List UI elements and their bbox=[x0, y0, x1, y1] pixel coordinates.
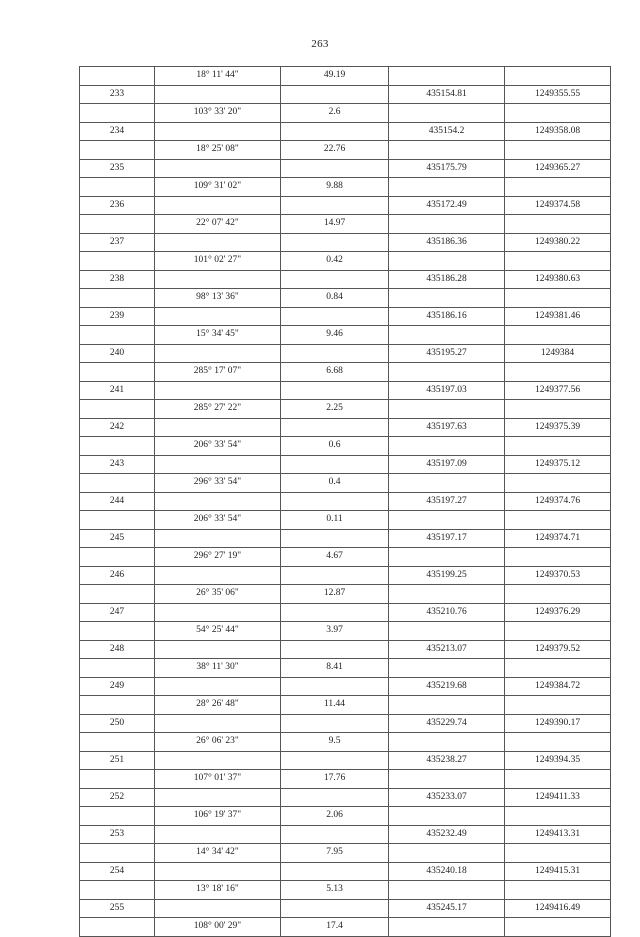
point-number-cell bbox=[80, 696, 155, 715]
station-row bbox=[80, 566, 611, 585]
station-row bbox=[80, 85, 611, 104]
x-coordinate-cell: 435186.36 bbox=[389, 233, 505, 252]
station-row bbox=[80, 603, 611, 622]
point-number-cell bbox=[80, 511, 155, 530]
distance-cell: 4.67 bbox=[281, 548, 389, 567]
bearing-angle-cell: 101° 02' 27" bbox=[155, 252, 281, 271]
bearing-angle-cell: 26° 06' 23" bbox=[155, 733, 281, 752]
bearing-angle-cell bbox=[155, 603, 281, 622]
point-number-cell: 235 bbox=[80, 159, 155, 178]
point-number-cell: 233 bbox=[80, 85, 155, 104]
distance-cell bbox=[281, 492, 389, 511]
x-coordinate-cell: 435186.16 bbox=[389, 307, 505, 326]
point-number-cell: 254 bbox=[80, 862, 155, 881]
segment-row bbox=[80, 141, 611, 160]
y-coordinate-cell: 1249415.31 bbox=[505, 862, 611, 881]
bearing-angle-cell: 109° 31' 02" bbox=[155, 178, 281, 197]
x-coordinate-cell: 435213.07 bbox=[389, 640, 505, 659]
point-number-cell bbox=[80, 733, 155, 752]
y-coordinate-cell: 1249370.53 bbox=[505, 566, 611, 585]
point-number-cell: 252 bbox=[80, 788, 155, 807]
bearing-angle-cell: 15° 34' 45" bbox=[155, 326, 281, 345]
bearing-angle-cell bbox=[155, 381, 281, 400]
point-number-cell: 243 bbox=[80, 455, 155, 474]
y-coordinate-cell: 1249416.49 bbox=[505, 899, 611, 918]
distance-cell bbox=[281, 566, 389, 585]
bearing-angle-cell: 206° 33' 54" bbox=[155, 511, 281, 530]
y-coordinate-cell bbox=[505, 881, 611, 900]
point-number-cell bbox=[80, 252, 155, 271]
point-number-cell bbox=[80, 289, 155, 308]
station-row bbox=[80, 492, 611, 511]
coordinate-table-body bbox=[80, 67, 611, 937]
segment-row bbox=[80, 511, 611, 530]
y-coordinate-cell: 1249374.58 bbox=[505, 196, 611, 215]
bearing-angle-cell: 28° 26' 48" bbox=[155, 696, 281, 715]
bearing-angle-cell: 22° 07' 42" bbox=[155, 215, 281, 234]
distance-cell bbox=[281, 196, 389, 215]
point-number-cell bbox=[80, 548, 155, 567]
distance-cell bbox=[281, 270, 389, 289]
x-coordinate-cell: 435232.49 bbox=[389, 825, 505, 844]
x-coordinate-cell: 435197.17 bbox=[389, 529, 505, 548]
point-number-cell: 239 bbox=[80, 307, 155, 326]
distance-cell: 8.41 bbox=[281, 659, 389, 678]
x-coordinate-cell: 435238.27 bbox=[389, 751, 505, 770]
y-coordinate-cell bbox=[505, 215, 611, 234]
x-coordinate-cell: 435154.2 bbox=[389, 122, 505, 141]
bearing-angle-cell bbox=[155, 233, 281, 252]
bearing-angle-cell bbox=[155, 529, 281, 548]
bearing-angle-cell: 108° 00' 29" bbox=[155, 918, 281, 937]
distance-cell: 22.76 bbox=[281, 141, 389, 160]
y-coordinate-cell: 1249374.76 bbox=[505, 492, 611, 511]
bearing-angle-cell: 106° 19' 37" bbox=[155, 807, 281, 826]
bearing-angle-cell bbox=[155, 455, 281, 474]
y-coordinate-cell: 1249390.17 bbox=[505, 714, 611, 733]
y-coordinate-cell: 1249358.08 bbox=[505, 122, 611, 141]
x-coordinate-cell bbox=[389, 844, 505, 863]
bearing-angle-cell: 13° 18' 16" bbox=[155, 881, 281, 900]
point-number-cell: 238 bbox=[80, 270, 155, 289]
x-coordinate-cell bbox=[389, 881, 505, 900]
point-number-cell bbox=[80, 104, 155, 123]
page-number: 263 bbox=[311, 38, 329, 50]
segment-row bbox=[80, 326, 611, 345]
segment-row bbox=[80, 659, 611, 678]
point-number-cell bbox=[80, 622, 155, 641]
x-coordinate-cell bbox=[389, 400, 505, 419]
segment-row bbox=[80, 733, 611, 752]
x-coordinate-cell bbox=[389, 733, 505, 752]
y-coordinate-cell bbox=[505, 659, 611, 678]
x-coordinate-cell bbox=[389, 104, 505, 123]
station-row bbox=[80, 788, 611, 807]
x-coordinate-cell bbox=[389, 215, 505, 234]
bearing-angle-cell: 296° 27' 19" bbox=[155, 548, 281, 567]
point-number-cell: 237 bbox=[80, 233, 155, 252]
point-number-cell bbox=[80, 918, 155, 937]
y-coordinate-cell bbox=[505, 511, 611, 530]
bearing-angle-cell bbox=[155, 85, 281, 104]
x-coordinate-cell: 435245.17 bbox=[389, 899, 505, 918]
x-coordinate-cell bbox=[389, 659, 505, 678]
distance-cell bbox=[281, 751, 389, 770]
point-number-cell: 234 bbox=[80, 122, 155, 141]
y-coordinate-cell: 1249380.22 bbox=[505, 233, 611, 252]
point-number-cell bbox=[80, 326, 155, 345]
x-coordinate-cell bbox=[389, 289, 505, 308]
segment-row bbox=[80, 400, 611, 419]
distance-cell bbox=[281, 418, 389, 437]
station-row bbox=[80, 159, 611, 178]
station-row bbox=[80, 751, 611, 770]
station-row bbox=[80, 640, 611, 659]
distance-cell: 7.95 bbox=[281, 844, 389, 863]
distance-cell: 9.46 bbox=[281, 326, 389, 345]
distance-cell bbox=[281, 159, 389, 178]
distance-cell: 0.6 bbox=[281, 437, 389, 456]
point-number-cell bbox=[80, 807, 155, 826]
point-number-cell bbox=[80, 215, 155, 234]
x-coordinate-cell bbox=[389, 252, 505, 271]
segment-row bbox=[80, 807, 611, 826]
y-coordinate-cell: 1249377.56 bbox=[505, 381, 611, 400]
segment-row bbox=[80, 67, 611, 86]
distance-cell: 6.68 bbox=[281, 363, 389, 382]
bearing-angle-cell bbox=[155, 640, 281, 659]
point-number-cell: 255 bbox=[80, 899, 155, 918]
bearing-angle-cell bbox=[155, 270, 281, 289]
distance-cell bbox=[281, 344, 389, 363]
segment-row bbox=[80, 585, 611, 604]
bearing-angle-cell bbox=[155, 677, 281, 696]
station-row bbox=[80, 381, 611, 400]
bearing-angle-cell: 54° 25' 44" bbox=[155, 622, 281, 641]
segment-row bbox=[80, 363, 611, 382]
point-number-cell: 253 bbox=[80, 825, 155, 844]
distance-cell: 17.76 bbox=[281, 770, 389, 789]
distance-cell bbox=[281, 640, 389, 659]
distance-cell bbox=[281, 122, 389, 141]
x-coordinate-cell bbox=[389, 807, 505, 826]
distance-cell: 0.42 bbox=[281, 252, 389, 271]
distance-cell: 2.25 bbox=[281, 400, 389, 419]
x-coordinate-cell: 435175.79 bbox=[389, 159, 505, 178]
point-number-cell: 248 bbox=[80, 640, 155, 659]
distance-cell: 11.44 bbox=[281, 696, 389, 715]
segment-row bbox=[80, 881, 611, 900]
y-coordinate-cell bbox=[505, 807, 611, 826]
station-row bbox=[80, 196, 611, 215]
y-coordinate-cell: 1249411.33 bbox=[505, 788, 611, 807]
distance-cell bbox=[281, 788, 389, 807]
distance-cell bbox=[281, 85, 389, 104]
y-coordinate-cell: 1249376.29 bbox=[505, 603, 611, 622]
station-row bbox=[80, 270, 611, 289]
x-coordinate-cell bbox=[389, 474, 505, 493]
y-coordinate-cell: 1249375.39 bbox=[505, 418, 611, 437]
x-coordinate-cell bbox=[389, 770, 505, 789]
point-number-cell: 240 bbox=[80, 344, 155, 363]
segment-row bbox=[80, 252, 611, 271]
station-row bbox=[80, 529, 611, 548]
distance-cell: 3.97 bbox=[281, 622, 389, 641]
point-number-cell: 246 bbox=[80, 566, 155, 585]
bearing-angle-cell bbox=[155, 862, 281, 881]
distance-cell bbox=[281, 862, 389, 881]
y-coordinate-cell: 1249413.31 bbox=[505, 825, 611, 844]
x-coordinate-cell: 435197.27 bbox=[389, 492, 505, 511]
point-number-cell bbox=[80, 141, 155, 160]
y-coordinate-cell: 1249365.27 bbox=[505, 159, 611, 178]
station-row bbox=[80, 122, 611, 141]
y-coordinate-cell bbox=[505, 437, 611, 456]
distance-cell bbox=[281, 825, 389, 844]
bearing-angle-cell: 103° 33' 20" bbox=[155, 104, 281, 123]
bearing-angle-cell bbox=[155, 825, 281, 844]
distance-cell bbox=[281, 899, 389, 918]
bearing-angle-cell: 107° 01' 37" bbox=[155, 770, 281, 789]
y-coordinate-cell: 1249384.72 bbox=[505, 677, 611, 696]
y-coordinate-cell bbox=[505, 326, 611, 345]
x-coordinate-cell: 435154.81 bbox=[389, 85, 505, 104]
y-coordinate-cell bbox=[505, 622, 611, 641]
coordinate-table bbox=[79, 66, 611, 937]
x-coordinate-cell bbox=[389, 511, 505, 530]
point-number-cell bbox=[80, 659, 155, 678]
station-row bbox=[80, 862, 611, 881]
x-coordinate-cell: 435219.68 bbox=[389, 677, 505, 696]
y-coordinate-cell bbox=[505, 67, 611, 86]
x-coordinate-cell: 435240.18 bbox=[389, 862, 505, 881]
bearing-angle-cell bbox=[155, 566, 281, 585]
point-number-cell bbox=[80, 400, 155, 419]
bearing-angle-cell bbox=[155, 788, 281, 807]
segment-row bbox=[80, 474, 611, 493]
distance-cell bbox=[281, 455, 389, 474]
distance-cell: 9.5 bbox=[281, 733, 389, 752]
segment-row bbox=[80, 770, 611, 789]
distance-cell bbox=[281, 381, 389, 400]
y-coordinate-cell bbox=[505, 178, 611, 197]
bearing-angle-cell bbox=[155, 159, 281, 178]
x-coordinate-cell bbox=[389, 918, 505, 937]
y-coordinate-cell bbox=[505, 844, 611, 863]
distance-cell bbox=[281, 307, 389, 326]
bearing-angle-cell: 14° 34' 42" bbox=[155, 844, 281, 863]
y-coordinate-cell: 1249380.63 bbox=[505, 270, 611, 289]
y-coordinate-cell: 1249355.55 bbox=[505, 85, 611, 104]
distance-cell: 2.6 bbox=[281, 104, 389, 123]
point-number-cell: 247 bbox=[80, 603, 155, 622]
point-number-cell bbox=[80, 67, 155, 86]
x-coordinate-cell: 435172.49 bbox=[389, 196, 505, 215]
distance-cell: 49.19 bbox=[281, 67, 389, 86]
x-coordinate-cell bbox=[389, 622, 505, 641]
bearing-angle-cell bbox=[155, 344, 281, 363]
y-coordinate-cell bbox=[505, 141, 611, 160]
station-row bbox=[80, 899, 611, 918]
segment-row bbox=[80, 918, 611, 937]
bearing-angle-cell: 206° 33' 54" bbox=[155, 437, 281, 456]
point-number-cell: 241 bbox=[80, 381, 155, 400]
point-number-cell bbox=[80, 770, 155, 789]
point-number-cell bbox=[80, 437, 155, 456]
x-coordinate-cell bbox=[389, 178, 505, 197]
y-coordinate-cell bbox=[505, 918, 611, 937]
station-row bbox=[80, 714, 611, 733]
y-coordinate-cell: 1249381.46 bbox=[505, 307, 611, 326]
y-coordinate-cell bbox=[505, 289, 611, 308]
y-coordinate-cell: 1249394.35 bbox=[505, 751, 611, 770]
segment-row bbox=[80, 622, 611, 641]
station-row bbox=[80, 344, 611, 363]
bearing-angle-cell bbox=[155, 492, 281, 511]
bearing-angle-cell bbox=[155, 714, 281, 733]
x-coordinate-cell bbox=[389, 585, 505, 604]
x-coordinate-cell: 435229.74 bbox=[389, 714, 505, 733]
point-number-cell: 244 bbox=[80, 492, 155, 511]
y-coordinate-cell bbox=[505, 363, 611, 382]
station-row bbox=[80, 455, 611, 474]
bearing-angle-cell: 18° 11' 44" bbox=[155, 67, 281, 86]
segment-row bbox=[80, 104, 611, 123]
x-coordinate-cell: 435197.63 bbox=[389, 418, 505, 437]
y-coordinate-cell bbox=[505, 252, 611, 271]
bearing-angle-cell: 38° 11' 30" bbox=[155, 659, 281, 678]
point-number-cell: 236 bbox=[80, 196, 155, 215]
y-coordinate-cell: 1249379.52 bbox=[505, 640, 611, 659]
point-number-cell: 245 bbox=[80, 529, 155, 548]
x-coordinate-cell bbox=[389, 363, 505, 382]
bearing-angle-cell bbox=[155, 196, 281, 215]
distance-cell: 14.97 bbox=[281, 215, 389, 234]
x-coordinate-cell bbox=[389, 548, 505, 567]
point-number-cell bbox=[80, 178, 155, 197]
point-number-cell: 249 bbox=[80, 677, 155, 696]
point-number-cell: 251 bbox=[80, 751, 155, 770]
bearing-angle-cell: 285° 17' 07" bbox=[155, 363, 281, 382]
y-coordinate-cell bbox=[505, 474, 611, 493]
distance-cell: 12.87 bbox=[281, 585, 389, 604]
segment-row bbox=[80, 178, 611, 197]
point-number-cell bbox=[80, 881, 155, 900]
distance-cell bbox=[281, 714, 389, 733]
distance-cell: 5.13 bbox=[281, 881, 389, 900]
x-coordinate-cell: 435233.07 bbox=[389, 788, 505, 807]
point-number-cell: 250 bbox=[80, 714, 155, 733]
bearing-angle-cell: 296° 33' 54" bbox=[155, 474, 281, 493]
bearing-angle-cell bbox=[155, 899, 281, 918]
x-coordinate-cell bbox=[389, 696, 505, 715]
x-coordinate-cell bbox=[389, 326, 505, 345]
point-number-cell: 242 bbox=[80, 418, 155, 437]
point-number-cell bbox=[80, 585, 155, 604]
x-coordinate-cell: 435199.25 bbox=[389, 566, 505, 585]
x-coordinate-cell: 435195.27 bbox=[389, 344, 505, 363]
segment-row bbox=[80, 548, 611, 567]
segment-row bbox=[80, 289, 611, 308]
point-number-cell bbox=[80, 363, 155, 382]
y-coordinate-cell: 1249384 bbox=[505, 344, 611, 363]
y-coordinate-cell bbox=[505, 696, 611, 715]
x-coordinate-cell: 435197.03 bbox=[389, 381, 505, 400]
distance-cell bbox=[281, 603, 389, 622]
segment-row bbox=[80, 696, 611, 715]
point-number-cell bbox=[80, 474, 155, 493]
y-coordinate-cell bbox=[505, 585, 611, 604]
station-row bbox=[80, 418, 611, 437]
distance-cell: 9.88 bbox=[281, 178, 389, 197]
bearing-angle-cell bbox=[155, 307, 281, 326]
bearing-angle-cell bbox=[155, 122, 281, 141]
bearing-angle-cell: 98° 13' 36" bbox=[155, 289, 281, 308]
distance-cell: 2.06 bbox=[281, 807, 389, 826]
y-coordinate-cell bbox=[505, 733, 611, 752]
distance-cell: 0.11 bbox=[281, 511, 389, 530]
bearing-angle-cell: 285° 27' 22" bbox=[155, 400, 281, 419]
bearing-angle-cell: 26° 35' 06" bbox=[155, 585, 281, 604]
distance-cell bbox=[281, 677, 389, 696]
y-coordinate-cell: 1249375.12 bbox=[505, 455, 611, 474]
segment-row bbox=[80, 844, 611, 863]
distance-cell: 0.84 bbox=[281, 289, 389, 308]
x-coordinate-cell bbox=[389, 141, 505, 160]
y-coordinate-cell: 1249374.71 bbox=[505, 529, 611, 548]
segment-row bbox=[80, 215, 611, 234]
bearing-angle-cell bbox=[155, 418, 281, 437]
x-coordinate-cell bbox=[389, 67, 505, 86]
distance-cell: 0.4 bbox=[281, 474, 389, 493]
x-coordinate-cell bbox=[389, 437, 505, 456]
y-coordinate-cell bbox=[505, 770, 611, 789]
distance-cell bbox=[281, 529, 389, 548]
bearing-angle-cell: 18° 25' 08" bbox=[155, 141, 281, 160]
x-coordinate-cell: 435186.28 bbox=[389, 270, 505, 289]
station-row bbox=[80, 233, 611, 252]
bearing-angle-cell bbox=[155, 751, 281, 770]
segment-row bbox=[80, 437, 611, 456]
station-row bbox=[80, 307, 611, 326]
x-coordinate-cell: 435210.76 bbox=[389, 603, 505, 622]
station-row bbox=[80, 825, 611, 844]
distance-cell: 17.4 bbox=[281, 918, 389, 937]
y-coordinate-cell bbox=[505, 104, 611, 123]
y-coordinate-cell bbox=[505, 400, 611, 419]
x-coordinate-cell: 435197.09 bbox=[389, 455, 505, 474]
point-number-cell bbox=[80, 844, 155, 863]
distance-cell bbox=[281, 233, 389, 252]
station-row bbox=[80, 677, 611, 696]
y-coordinate-cell bbox=[505, 548, 611, 567]
